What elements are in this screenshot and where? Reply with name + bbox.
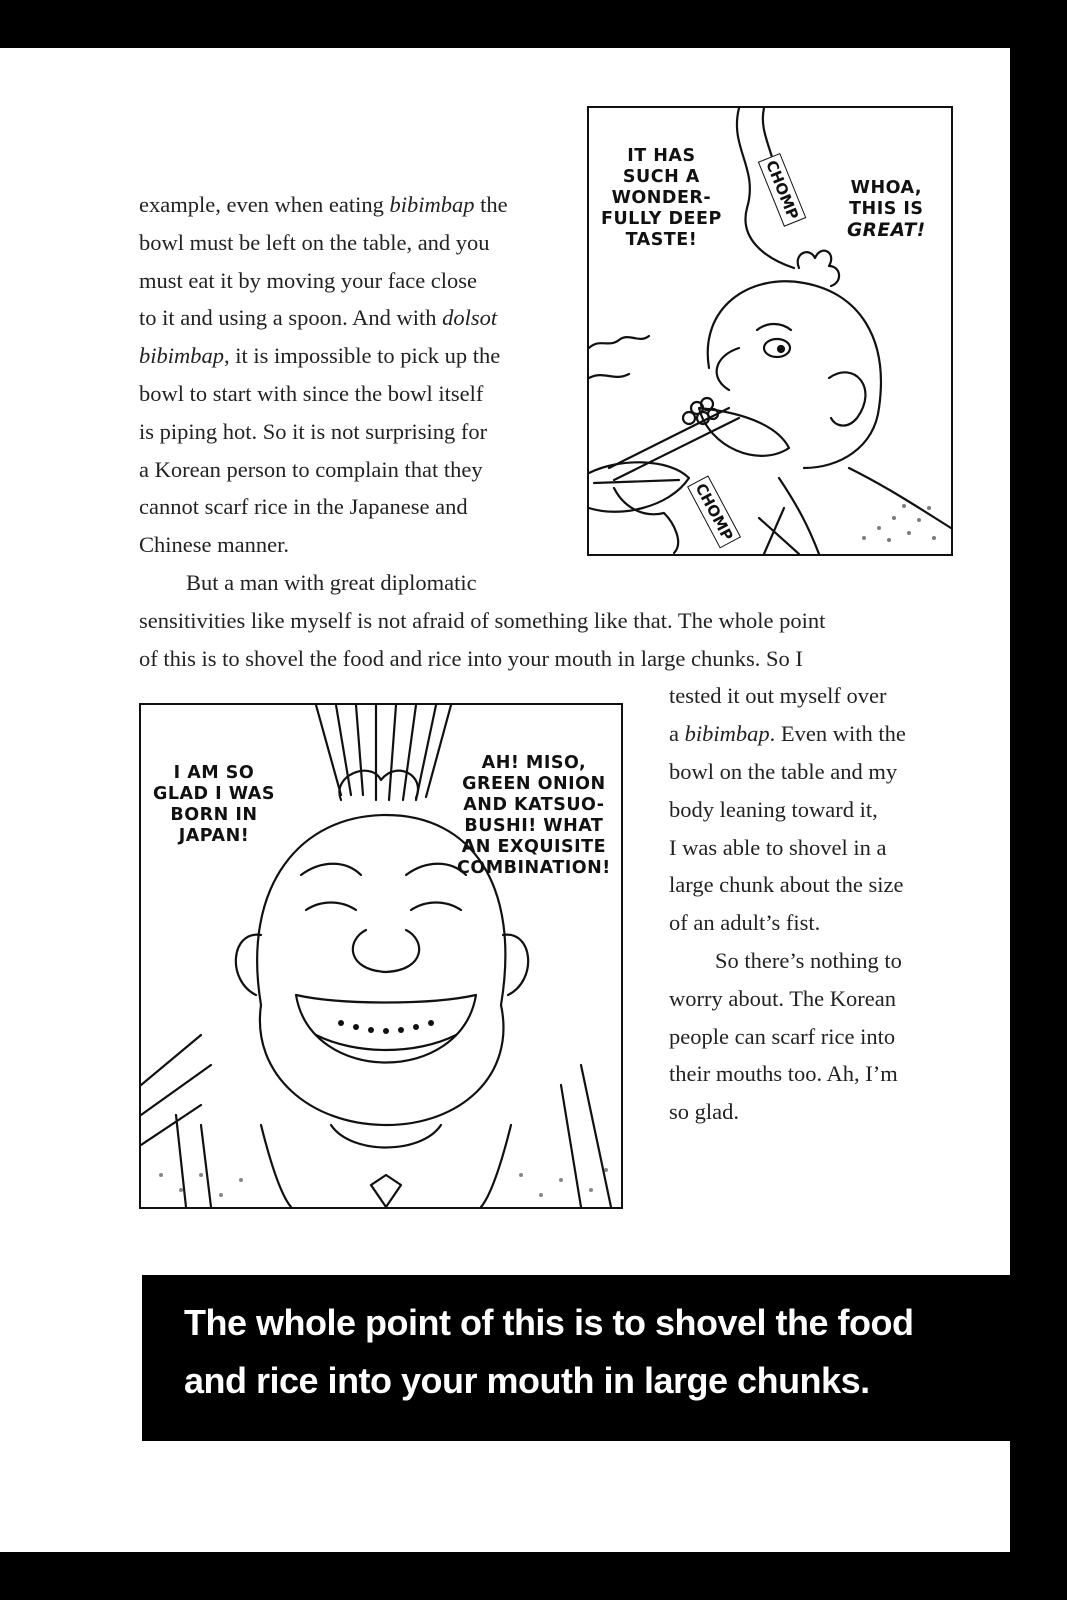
prose-line <box>669 753 897 790</box>
prose-line <box>715 942 902 979</box>
prose-text-run: bowl must be left on the table, and you <box>139 229 490 255</box>
prose-text-run: of this is to shovel the food and rice into your mouth in large chunks. So I <box>139 645 803 671</box>
prose-text-run: But a man with great diplomatic <box>186 570 477 595</box>
prose-text-run: a <box>669 721 685 747</box>
prose-text-run: worry about. The Korean <box>669 985 897 1011</box>
prose-text-run: the <box>474 192 508 217</box>
prose-text-run: people can scarf rice into <box>669 1023 896 1049</box>
prose-line <box>139 602 825 639</box>
prose-text-run: cannot scarf rice in the Japanese and <box>139 494 468 520</box>
prose-line <box>669 791 878 828</box>
prose-text-run: a Korean person to complain that they <box>139 456 483 482</box>
prose-text-run: large chunk about the size <box>669 872 904 898</box>
panel-top-eating <box>587 106 953 556</box>
balloon-line: BORN IN <box>170 805 258 825</box>
prose-text-run: bowl to start with since the bowl itself <box>139 381 484 406</box>
balloon-line: IT HAS <box>627 146 696 166</box>
prose-text-run: bowl on the table and my <box>669 759 898 784</box>
prose-line <box>669 715 906 752</box>
balloon-line: AH! MISO, <box>481 753 587 773</box>
sfx-chomp-top: CHOMP <box>758 153 807 227</box>
prose-line <box>669 829 886 866</box>
pull-quote-banner <box>142 1275 1010 1441</box>
italic-term: bibimbap <box>139 343 225 369</box>
balloon-line: WHOA, <box>850 178 923 198</box>
panel-bottom-laughing <box>139 703 623 1209</box>
prose-line <box>669 904 820 941</box>
balloon-line: WONDER- <box>611 188 712 208</box>
prose-line <box>139 375 483 412</box>
prose-line <box>669 866 904 903</box>
prose-text-run: of an adult’s fist. <box>669 910 821 936</box>
balloon-line: GLAD I WAS <box>153 784 275 804</box>
pull-quote-line: and rice into your mouth in large chunks. <box>184 1360 870 1401</box>
prose-text-run: to it and using a spoon. And with <box>139 305 443 331</box>
balloon-line: AN EXQUISITE <box>461 837 607 857</box>
speech-balloon-great <box>847 178 926 241</box>
prose-line <box>186 564 477 601</box>
sfx-chomp-bottom: CHOMP <box>687 475 741 548</box>
balloon-line: BUSHI! WHAT <box>464 816 604 836</box>
prose-text-run: is piping hot. So it is not surprising for <box>139 418 488 444</box>
balloon-line: FULLY DEEP <box>601 209 722 229</box>
speech-balloon-deep-taste <box>601 146 722 251</box>
prose-line <box>139 224 490 261</box>
prose-line <box>669 1093 739 1130</box>
prose-text-run: body leaning toward it, <box>669 796 878 822</box>
prose-text-run: I was able to shovel in a <box>669 834 887 860</box>
prose-text-run: . Even with the <box>769 721 906 747</box>
prose-line <box>139 262 477 299</box>
balloon-line: GREAT! <box>847 220 926 241</box>
prose-line <box>139 451 483 488</box>
prose-line <box>139 299 497 336</box>
italic-term: bibimbap <box>389 192 475 217</box>
prose-line <box>139 488 468 525</box>
prose-line <box>139 413 487 450</box>
prose-line <box>139 337 500 374</box>
prose-text-run: So there’s nothing to <box>715 948 902 973</box>
prose-line <box>139 640 803 677</box>
italic-term: bibimbap <box>684 721 770 747</box>
balloon-line: JAPAN! <box>178 826 250 846</box>
balloon-line: AND KATSUO- <box>463 795 605 815</box>
balloon-line: THIS IS <box>849 199 924 219</box>
balloon-line: TASTE! <box>625 230 698 250</box>
balloon-line: COMBINATION! <box>457 858 611 878</box>
prose-line <box>139 526 289 563</box>
prose-text-run: tested it out myself over <box>669 683 887 709</box>
prose-text-run: must eat it by moving your face close <box>139 267 478 293</box>
prose-text-run: so glad. <box>669 1099 739 1125</box>
balloon-line: GREEN ONION <box>462 774 606 794</box>
balloon-line: SUCH A <box>622 167 700 187</box>
prose-text-run: sensitivities like myself is not afraid of something like that. The whole point <box>139 607 826 633</box>
balloon-line: I AM SO <box>173 763 255 783</box>
prose-text-run: their mouths too. Ah, I’m <box>669 1061 898 1087</box>
prose-line <box>669 1055 898 1092</box>
speech-balloon-born-in-japan <box>153 763 275 847</box>
speech-balloon-exquisite-combination <box>457 753 611 879</box>
prose-line <box>139 186 508 223</box>
prose-text-run: example, even when eating <box>139 192 390 217</box>
prose-line <box>669 1018 895 1055</box>
italic-term: dolsot <box>442 305 498 331</box>
prose-text-run: Chinese manner. <box>139 532 289 558</box>
prose-line <box>669 677 886 714</box>
prose-text-run: , it is impossible to pick up the <box>224 343 501 369</box>
prose-line <box>669 980 896 1017</box>
pull-quote-line: The whole point of this is to shovel the food <box>184 1302 914 1343</box>
